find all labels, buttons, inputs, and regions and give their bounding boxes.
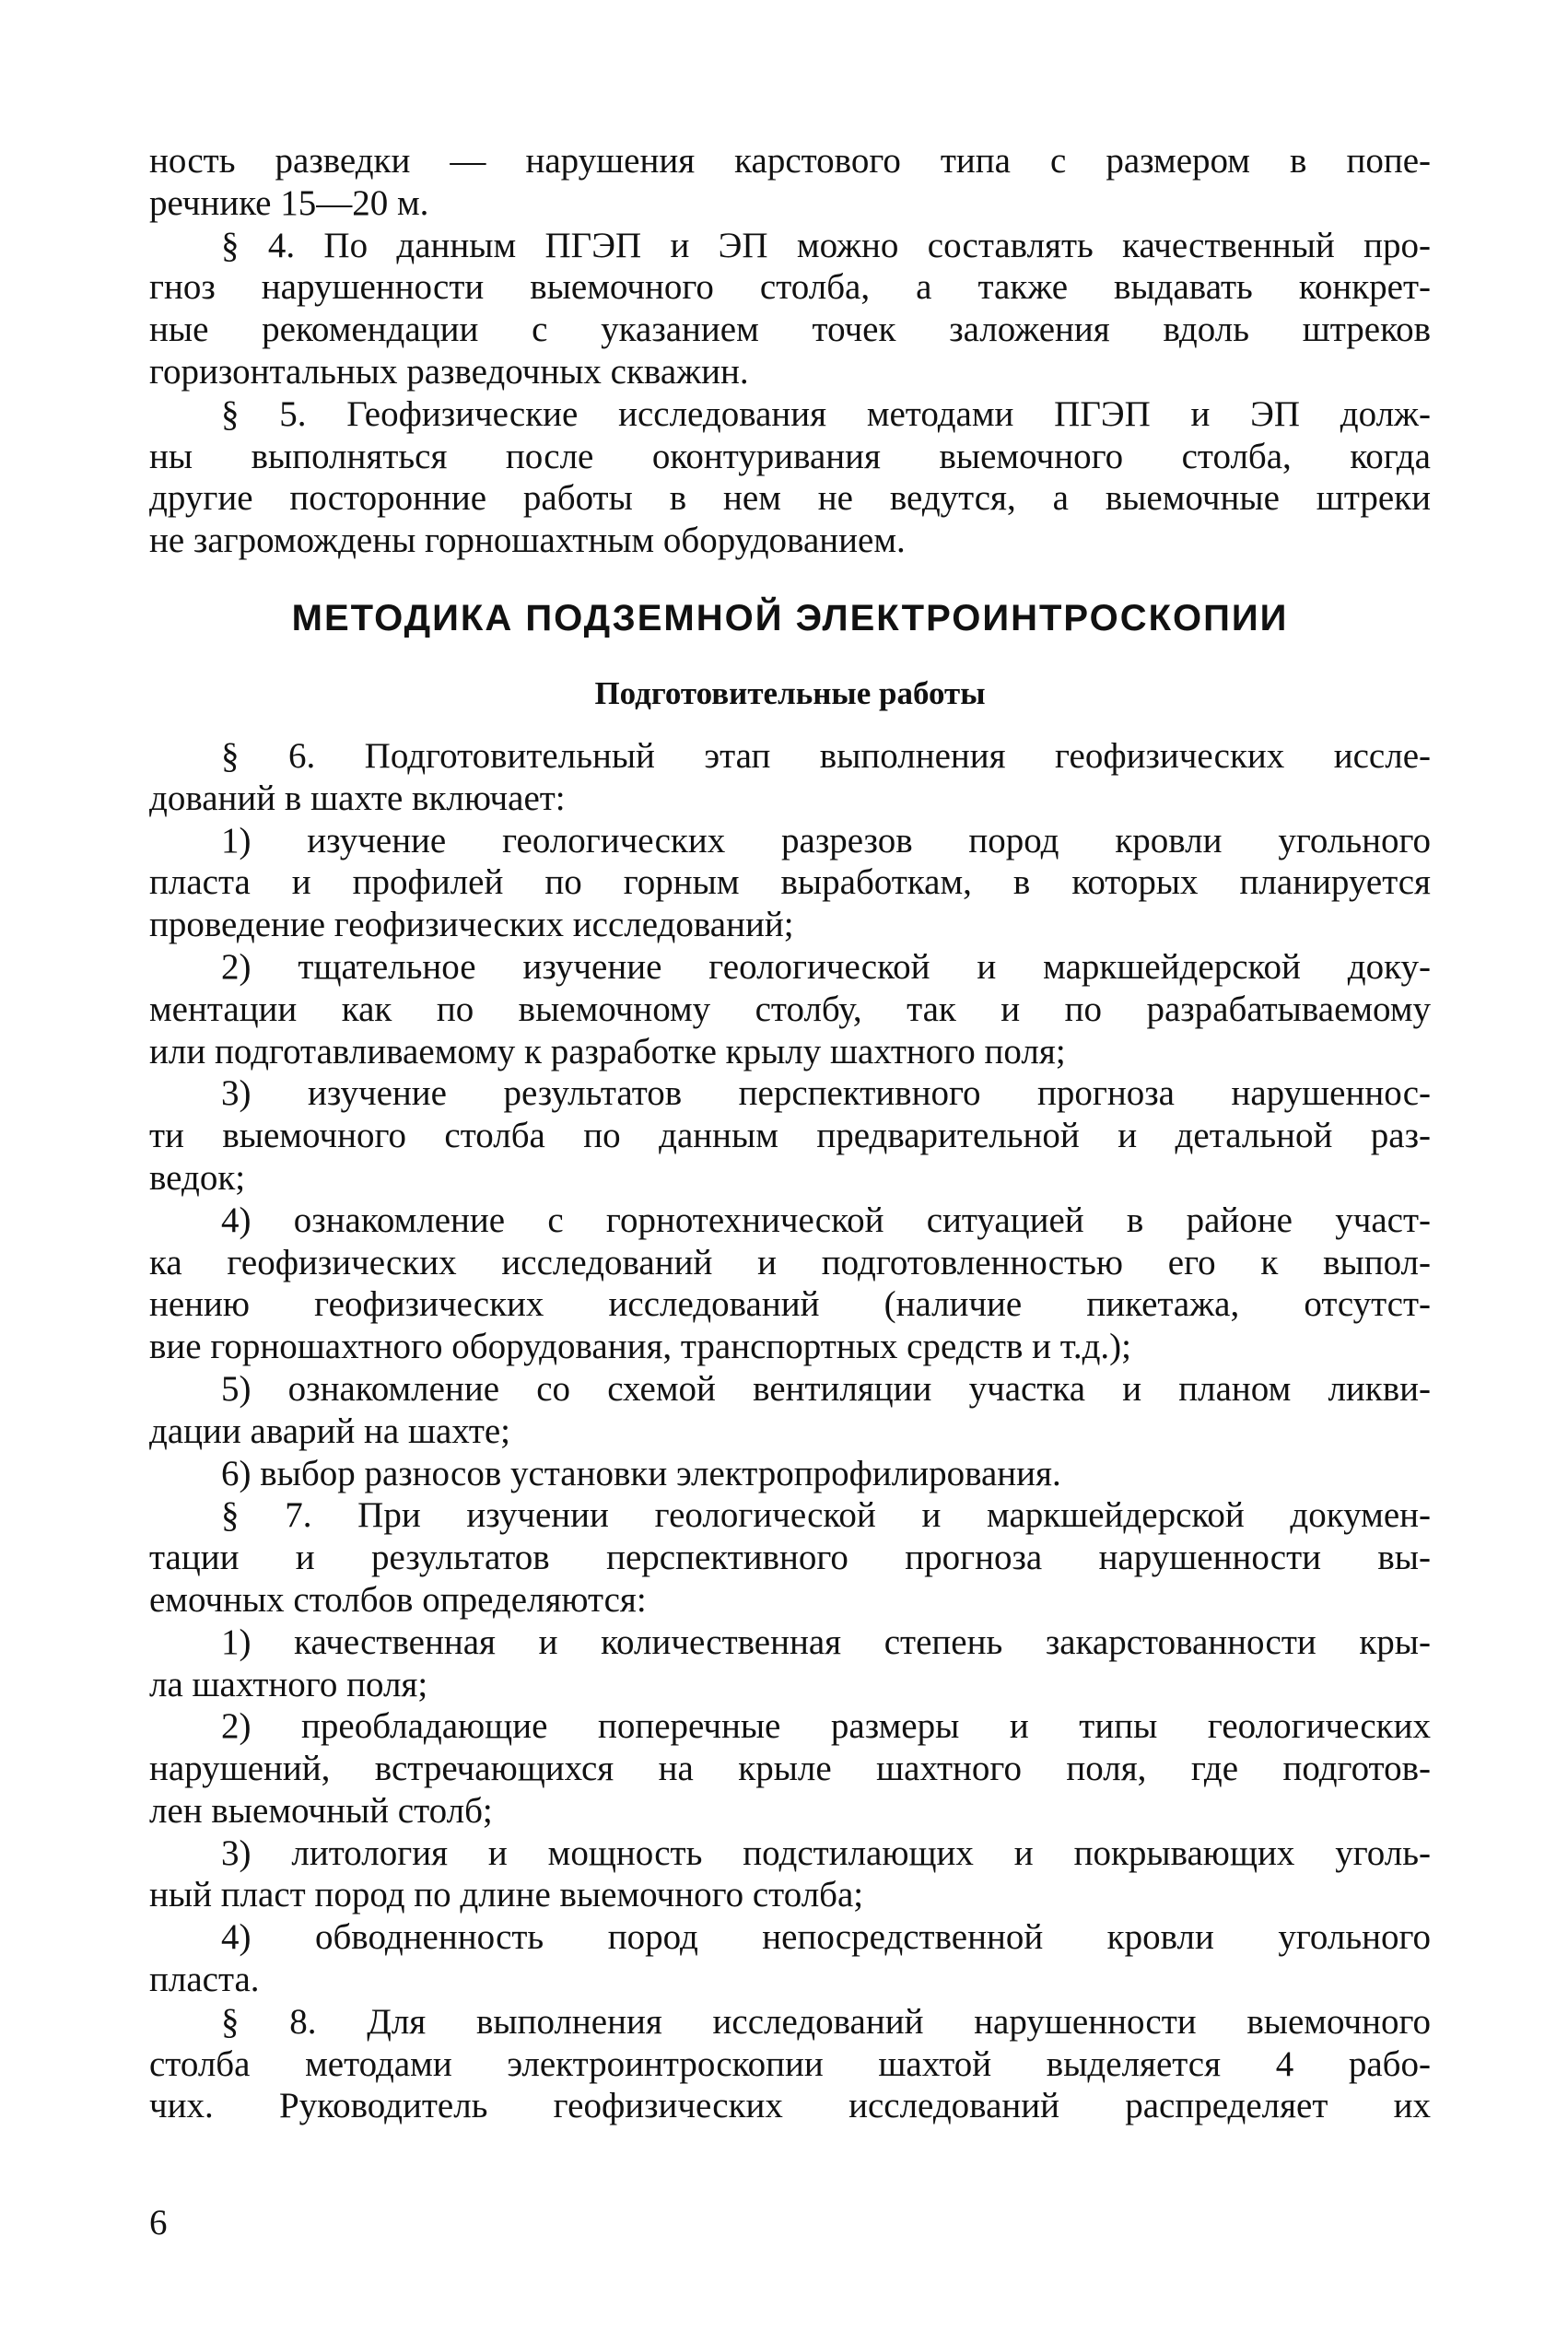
text-line: § 7. При изучении геологической и маркшейдерской докумен-	[221, 1495, 1431, 1536]
text-line: 6) выбор разносов установки электропрофилирования.	[221, 1453, 1061, 1493]
text-line: пласта.	[149, 1960, 260, 2000]
text-line: гноз нарушенности выемочного столба, а также выдавать конкрет-	[149, 267, 1431, 308]
text-line: ные рекомендации с указанием точек заложения вдоль штреков	[149, 310, 1431, 350]
text-line: речнике 15—20 м.	[149, 182, 429, 223]
text-line: столба методами электроинтроскопии шахтой выделяется 4 рабо-	[149, 2043, 1431, 2084]
text-line: 2) тщательное изучение геологической и маркшейдерской доку-	[221, 946, 1431, 987]
text-line: вие горношахтного оборудования, транспортных средств и т.д.);	[149, 1327, 1132, 1367]
text-line: нению геофизических исследований (наличие пикетажа, отсутст-	[149, 1284, 1431, 1325]
text-line: 3) литология и мощность подстилающих и покрывающих уголь-	[221, 1832, 1431, 1873]
text-line: 4) обводненность пород непосредственной кровли угольного	[221, 1917, 1431, 1958]
text-line: чих. Руководитель геофизических исследований распределяет их	[149, 2086, 1431, 2126]
text-line: ведок;	[149, 1157, 246, 1198]
text-line: § 4. По данным ПГЭП и ЭП можно составлять качественный про-	[221, 225, 1431, 265]
text-line: ный пласт пород по длине выемочного столба;	[149, 1875, 864, 1915]
text-line: § 5. Геофизические исследования методами ПГЭП и ЭП долж-	[221, 393, 1431, 434]
text-line: ла шахтного поля;	[149, 1664, 428, 1704]
text-line: не загромождены горношахтным оборудованием.	[149, 521, 906, 561]
text-line: 1) изучение геологических разрезов пород кровли угольного	[221, 820, 1431, 861]
section-heading: МЕТОДИКА ПОДЗЕМНОЙ ЭЛЕКТРОИНТРОСКОПИИ	[291, 597, 1289, 638]
text-line: пласта и профилей по горным выработкам, в которых планируется	[149, 862, 1431, 903]
text-line: тации и результатов перспективного прогноза нарушенности вы-	[149, 1538, 1431, 1578]
text-line: проведение геофизических исследований;	[149, 905, 794, 945]
text-line: 5) ознакомление со схемой вентиляции участка и планом ликви-	[221, 1368, 1431, 1409]
text-line: дации аварий на шахте;	[149, 1411, 511, 1451]
text-line: или подготавливаемому к разработке крылу шахтного поля;	[149, 1031, 1066, 1071]
text-line: § 6. Подготовительный этап выполнения геофизических иссле-	[221, 735, 1431, 776]
text-line: ти выемочного столба по данным предварительной и детальной раз-	[149, 1116, 1431, 1156]
text-line: ментации как по выемочному столбу, так и по разрабатываемому	[149, 989, 1431, 1029]
page-number: 6	[149, 2203, 168, 2243]
body-paragraphs	[149, 735, 1431, 2127]
text-line: дований в шахте включает:	[149, 778, 566, 818]
text-line: 1) качественная и количественная степень закарстованности кры-	[221, 1622, 1431, 1662]
text-line: емочных столбов определяются:	[149, 1579, 647, 1620]
text-line: нарушений, встречающихся на крыле шахтного поля, где подготов-	[149, 1749, 1431, 1789]
text-line: § 8. Для выполнения исследований нарушенности выемочного	[221, 2001, 1431, 2042]
subsection-heading: Подготовительные работы	[594, 674, 986, 711]
text-line: ность разведки — нарушения карстового типа с размером в попе-	[149, 141, 1431, 181]
text-line: 2) преобладающие поперечные размеры и типы геологических	[221, 1706, 1431, 1747]
text-line: лен выемочный столб;	[149, 1790, 493, 1831]
text-line: 4) ознакомление с горнотехнической ситуацией в районе участ-	[221, 1200, 1431, 1240]
text-line: ны выполняться после оконтуривания выемочного столба, когда	[149, 436, 1431, 476]
text-line: другие посторонние работы в нем не ведутся, а выемочные штреки	[149, 478, 1431, 519]
page-content	[149, 140, 1431, 2244]
text-line: горизонтальных разведочных скважин.	[149, 351, 749, 392]
intro-paragraphs	[149, 140, 1431, 562]
text-line: ка геофизических исследований и подготовленностью его к выпол-	[149, 1242, 1431, 1282]
text-line: 3) изучение результатов перспективного прогноза нарушеннос-	[221, 1073, 1431, 1114]
